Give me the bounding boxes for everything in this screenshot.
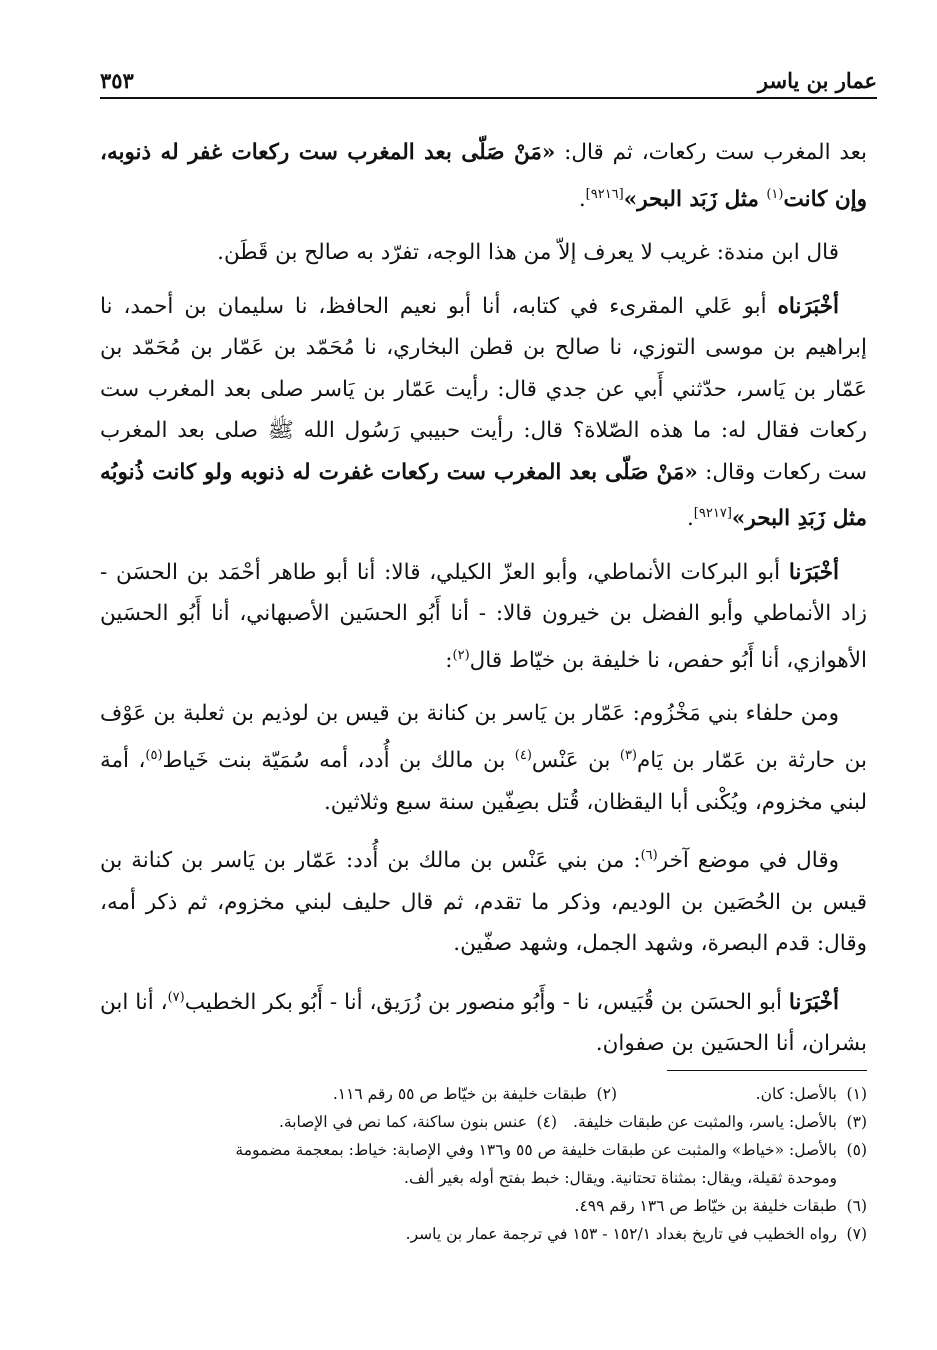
- footnote-text: عنس بنون ساكنة، كما نص في الإصابة.: [279, 1113, 527, 1131]
- footnote-number: (٥): [846, 1141, 867, 1159]
- footnote-5: [100, 1136, 867, 1164]
- text: أبو عَلي المقرىء في كتابه، أنا أبو نعيم الحافظ، نا سليمان بن أحمد، نا إبراهيم بن موسى التوزي، نا صالح بن قطن البخاري، نا مُحَمّد بن عَمّار بن مُحَمّد بن عَمّار بن يَاسر، حدّثني أَبي عن جدي قال: رأيت عَمّار بن يَاسر صلى بعد المغرب ست ركعات فقال له: ما هذه الصّلاة؟ قال: رأيت حبيبي رَسُول الله ﷺ صلى بعد المغرب ست ركعات وقال:: [100, 293, 867, 485]
- text: بن عَنْس: [531, 748, 620, 774]
- footnote-text: بالأصل: كان.: [755, 1085, 837, 1103]
- footnote-row: [100, 1220, 867, 1248]
- footnotes: [100, 1080, 867, 1248]
- footnote-2: [100, 1080, 617, 1108]
- text: .: [578, 186, 586, 212]
- footnote-marker: (٥): [145, 747, 163, 763]
- paragraph-2: قال ابن مندة: غريب لا يعرف إلاّ من هذا الوجه، تفرّد به صالح بن قَطَن.: [217, 240, 839, 266]
- paragraph-3: [100, 286, 867, 540]
- text: أبو البركات الأنماطي، وأبو العزّ الكيلي، قالا: أنا أبو طاهر أحْمَد بن الحسَن - زاد الأنماطي وأبو الفضل بن خيرون قالا: - أنا أَبُو الحسَين الأصبهاني، أنا أَبُو الحسَين الأهوازي، أنا أَبُو حفص، نا خليفة بن خيّاط قال: [100, 559, 867, 673]
- footnote-1: [617, 1080, 867, 1108]
- footnote-marker: (٣): [619, 747, 637, 763]
- footnote-text: طبقات خليفة بن خيّاط ص ٥٥ رقم ١١٦.: [332, 1085, 587, 1103]
- text: :: [445, 647, 453, 673]
- paragraph-6: [100, 835, 867, 965]
- text: بن مالك بن أُدد، أمه سُمَيّة بنت خَياط: [162, 748, 515, 774]
- text: ومن حلفاء بني مَخْزُوم: عَمّار بن يَاسر بن كنانة بن قيس بن لوذيم بن ثعلبة بن عَوْف بن حارثة بن عَمّار بن يَام: [100, 701, 867, 774]
- paragraph-4: [100, 552, 867, 682]
- hadith-quote: «مَنْ صَلّى بعد المغرب ست ركعات غفر له ذنوبه، وإن كانت: [100, 140, 867, 212]
- footnote-number: (٧): [846, 1225, 867, 1243]
- isnad-keyword: أخْبَرَنا: [788, 989, 839, 1015]
- footnote-marker: (٢): [452, 647, 470, 663]
- text: أبو الحسَن بن قُبَيس، نا - وأَبُو منصور بن زُرَيق، أنا - أَبُو بكر الخطيب: [184, 989, 789, 1015]
- page-number: ٣٥٣: [100, 68, 134, 93]
- footnote-number: (٦): [846, 1197, 867, 1215]
- footnote-marker: (٤): [514, 747, 532, 763]
- page-header: [100, 55, 877, 99]
- footnote-3: [557, 1108, 867, 1136]
- footnote-7: [100, 1220, 867, 1248]
- hadith-number: [٩٢١٧]: [693, 506, 732, 522]
- footnote-row: [100, 1192, 867, 1220]
- main-text: [100, 132, 867, 1077]
- footnote-text: رواه الخطيب في تاريخ بغداد ١٥٢/١ - ١٥٣ في ترجمة عمار بن ياسر.: [405, 1225, 837, 1243]
- footnote-row: [100, 1080, 867, 1108]
- footnote-marker: (٧): [167, 989, 185, 1005]
- text: : من بني عَنْس بن مالك بن أُدد: عَمّار بن يَاسر بن كنانة بن قيس بن الحُصَين بن الوديم، وذكر ما تقدم، ثم قال حليف لبني مخزوم، ثم ذكر أمه، وقال: قدم البصرة، وشهد الجمل، وشهد صفّين.: [100, 848, 867, 957]
- footnote-row: [100, 1136, 867, 1164]
- footnote-number: (٢): [596, 1085, 617, 1103]
- footnote-continuation: [100, 1164, 867, 1192]
- footnote-number: (١): [846, 1085, 867, 1103]
- footnote-text: بالأصل: ياسر، والمثبت عن طبقات خليفة.: [573, 1113, 837, 1131]
- paragraph-7: [100, 977, 867, 1065]
- hadith-quote: مثل زَبَد البحر»: [623, 186, 767, 212]
- footnote-text: وموحدة ثقيلة، ويقال: بمثناة تحتانية. ويقال: خبط بفتح أوله بغير ألف.: [404, 1169, 837, 1187]
- footnote-marker: (١): [766, 186, 784, 202]
- text: ، أمة لبني مخزوم، ويُكْنى أبا اليقظان، قُتل بصِفّين سنة سبع وثلاثين.: [100, 748, 867, 815]
- footnote-number: (٤): [536, 1113, 557, 1131]
- isnad-keyword: أخْبَرَناه: [777, 293, 839, 319]
- isnad-keyword: أخْبَرَنا: [788, 559, 839, 585]
- running-title: عمار بن ياسر: [757, 68, 877, 93]
- hadith-quote: «مَنْ صَلّى بعد المغرب ست ركعات غفرت له ذنوبه ولو كانت ذُنوبُه مثل زَبَدِ البحر»: [100, 459, 867, 532]
- text: وقال في موضع آخر: [657, 848, 839, 874]
- footnote-text: طبقات خليفة بن خيّاط ص ١٣٦ رقم ٤٩٩.: [574, 1197, 837, 1215]
- text: .: [686, 506, 694, 532]
- footnote-marker: (٦): [640, 848, 658, 864]
- text: ، أنا ابن بشران، أنا الحسَين بن صفوان.: [100, 989, 867, 1057]
- footnote-4: [100, 1108, 557, 1136]
- footnote-text: بالأصل: «خياط» والمثبت عن طبقات خليفة ص ٥٥ و١٣٦ وفي الإصابة: خياط: بمعجمة مضمومة: [235, 1141, 837, 1159]
- footnote-6: [100, 1192, 867, 1220]
- text: بعد المغرب ست ركعات، ثم قال:: [555, 140, 867, 165]
- hadith-number: [٩٢١٦]: [585, 186, 624, 202]
- footnote-row: [100, 1108, 867, 1136]
- paragraph-1: [100, 132, 867, 220]
- footnote-divider: [667, 1070, 867, 1071]
- paragraph-5: [100, 693, 867, 823]
- footnote-number: (٣): [846, 1113, 867, 1131]
